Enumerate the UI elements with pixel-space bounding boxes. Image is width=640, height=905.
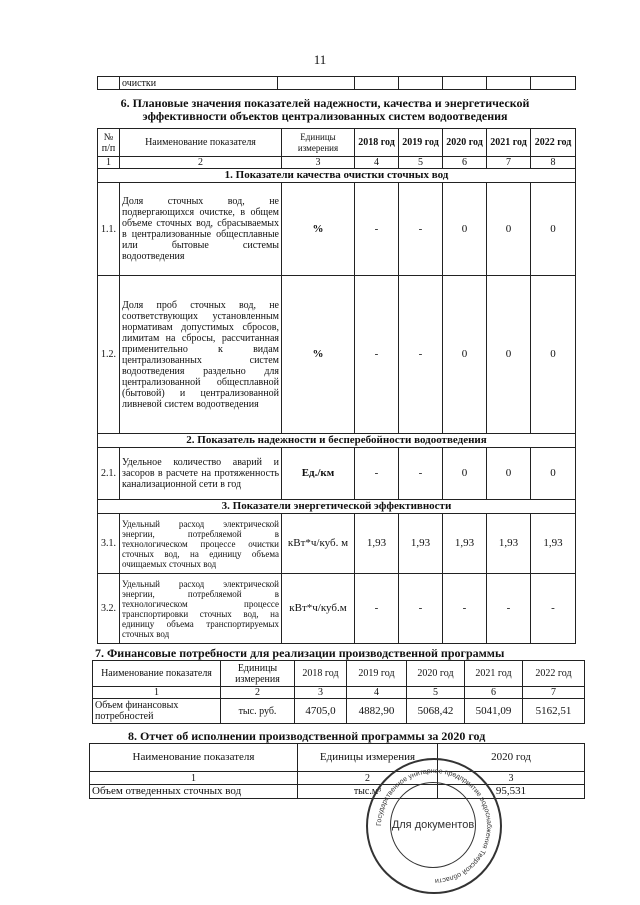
section6-title: 6. Плановые значения показателей надежности, качества и энергетической эффективности объектов централизованных систем водоотведения	[120, 96, 530, 123]
col-number: 7	[523, 687, 585, 699]
value-2019: -	[399, 183, 443, 276]
col-number: 3	[282, 157, 355, 169]
indicator-unit: Ед./км	[282, 448, 355, 500]
header-2022: 2022 год	[531, 129, 576, 157]
indicator-unit: %	[282, 183, 355, 276]
indicator-unit: кВт*ч/куб.м	[282, 574, 355, 644]
value-2020: 1,93	[443, 514, 487, 574]
value-2021: 0	[487, 183, 531, 276]
value-2022: 5162,51	[523, 699, 585, 724]
indicator-name: Объем финансовых потребностей	[93, 699, 221, 724]
header-2018: 2018 год	[295, 661, 347, 687]
col-number: 2	[298, 772, 438, 785]
group-heading: 1. Показатели качества очистки сточных вод	[98, 169, 576, 183]
value-2020: 0	[443, 448, 487, 500]
value-2018: -	[355, 574, 399, 644]
indicator-name: Доля сточных вод, не подвергающихся очистке, в общем объеме сточных вод, сбрасываемых в централизованные общесплавные или бытовые системы водоотведения	[120, 183, 282, 276]
header-2019: 2019 год	[347, 661, 407, 687]
value-2021: 5041,09	[465, 699, 523, 724]
row-number: 1.2.	[98, 276, 120, 434]
value-2019: -	[399, 276, 443, 434]
indicator-name: Удельное количество аварий и засоров в расчете на протяженность канализационной сети в год	[120, 448, 282, 500]
value-2022: 0	[531, 276, 576, 434]
group-heading: 3. Показатели энергетической эффективности	[98, 500, 576, 514]
value-2021: 1,93	[487, 514, 531, 574]
header-2020: 2020 год	[438, 744, 585, 772]
col-number: 4	[347, 687, 407, 699]
value-2020: -	[443, 574, 487, 644]
header-2022: 2022 год	[523, 661, 585, 687]
header-unit: Единицы измерения	[298, 744, 438, 772]
section6-table	[97, 128, 576, 644]
header-2020: 2020 год	[407, 661, 465, 687]
value-2018: 1,93	[355, 514, 399, 574]
section8-table	[89, 743, 585, 799]
value-2021: 0	[487, 276, 531, 434]
value-2020: 0	[443, 276, 487, 434]
col-number: 6	[465, 687, 523, 699]
indicator-unit: кВт*ч/куб. м	[282, 514, 355, 574]
fragment-text: очистки	[120, 77, 278, 90]
indicator-name: Доля проб сточных вод, не соответствующих установленным нормативам допустимых сбросов, лимитам на сбросы, рассчитанная применительно к видам централизованных систем водоотведения раздельно для централизованной общесплавной (бытовой) и централизованной ливневой систем водоотведения	[120, 276, 282, 434]
value-2022: 1,93	[531, 514, 576, 574]
value-2018: -	[355, 276, 399, 434]
col-number: 5	[399, 157, 443, 169]
indicator-name: Объем отведенных сточных вод	[90, 785, 298, 799]
stamp-center-text: Для документов	[390, 782, 476, 868]
value-2020: 0	[443, 183, 487, 276]
col-number: 1	[93, 687, 221, 699]
top-fragment-table	[97, 76, 576, 90]
value-2022: 0	[531, 448, 576, 500]
col-number: 1	[98, 157, 120, 169]
value-2022: 0	[531, 183, 576, 276]
header-name: Наименование показателя	[93, 661, 221, 687]
value-2021: 0	[487, 448, 531, 500]
value-2019: -	[399, 574, 443, 644]
indicator-unit: %	[282, 276, 355, 434]
col-number: 3	[295, 687, 347, 699]
indicator-name: Удельный расход электрической энергии, потребляемой в технологическом процессе транспортировки сточных вод, на единицу объема транспортируемых сточных вод	[120, 574, 282, 644]
official-stamp	[366, 758, 502, 894]
page-number: 11	[313, 52, 327, 67]
row-number: 3.2.	[98, 574, 120, 644]
section7-title: 7. Финансовые потребности для реализации производственной программы	[95, 646, 505, 660]
col-number: 1	[90, 772, 298, 785]
value-2019: 1,93	[399, 514, 443, 574]
col-number: 6	[443, 157, 487, 169]
header-2019: 2019 год	[399, 129, 443, 157]
row-number: 1.1.	[98, 183, 120, 276]
col-number: 2	[221, 687, 295, 699]
header-2018: 2018 год	[355, 129, 399, 157]
value-2018: -	[355, 183, 399, 276]
value-2018: -	[355, 448, 399, 500]
value-2019: -	[399, 448, 443, 500]
col-number: 2	[120, 157, 282, 169]
col-number: 3	[438, 772, 585, 785]
value-2020: 95,531	[438, 785, 585, 799]
col-number: 8	[531, 157, 576, 169]
header-unit: Единицы измерения	[282, 129, 355, 157]
value-2020: 5068,42	[407, 699, 465, 724]
value-2021: -	[487, 574, 531, 644]
section7-table	[92, 660, 585, 724]
row-number: 3.1.	[98, 514, 120, 574]
header-2021: 2021 год	[465, 661, 523, 687]
value-2018: 4705,0	[295, 699, 347, 724]
header-name: Наименование показателя	[90, 744, 298, 772]
indicator-unit: тыс. руб.	[221, 699, 295, 724]
group-heading: 2. Показатель надежности и бесперебойности водоотведения	[98, 434, 576, 448]
col-number: 7	[487, 157, 531, 169]
svg-text:Государственное унитарное пред: Государственное унитарное предприятие водоснабжения Тверской области	[375, 767, 493, 885]
header-2021: 2021 год	[487, 129, 531, 157]
section8-title: 8. Отчет об исполнении производственной программы за 2020 год	[128, 729, 486, 743]
value-2022: -	[531, 574, 576, 644]
indicator-name: Удельный расход электрической энергии, потребляемой в технологическом процессе очистки сточных вод, на единицу объема очищаемых сточных вод	[120, 514, 282, 574]
col-number: 5	[407, 687, 465, 699]
col-number: 4	[355, 157, 399, 169]
header-num: № п/п	[98, 129, 120, 157]
row-number: 2.1.	[98, 448, 120, 500]
value-2019: 4882,90	[347, 699, 407, 724]
indicator-unit: тыс.м³	[298, 785, 438, 799]
header-name: Наименование показателя	[120, 129, 282, 157]
header-2020: 2020 год	[443, 129, 487, 157]
header-unit: Единицы измерения	[221, 661, 295, 687]
